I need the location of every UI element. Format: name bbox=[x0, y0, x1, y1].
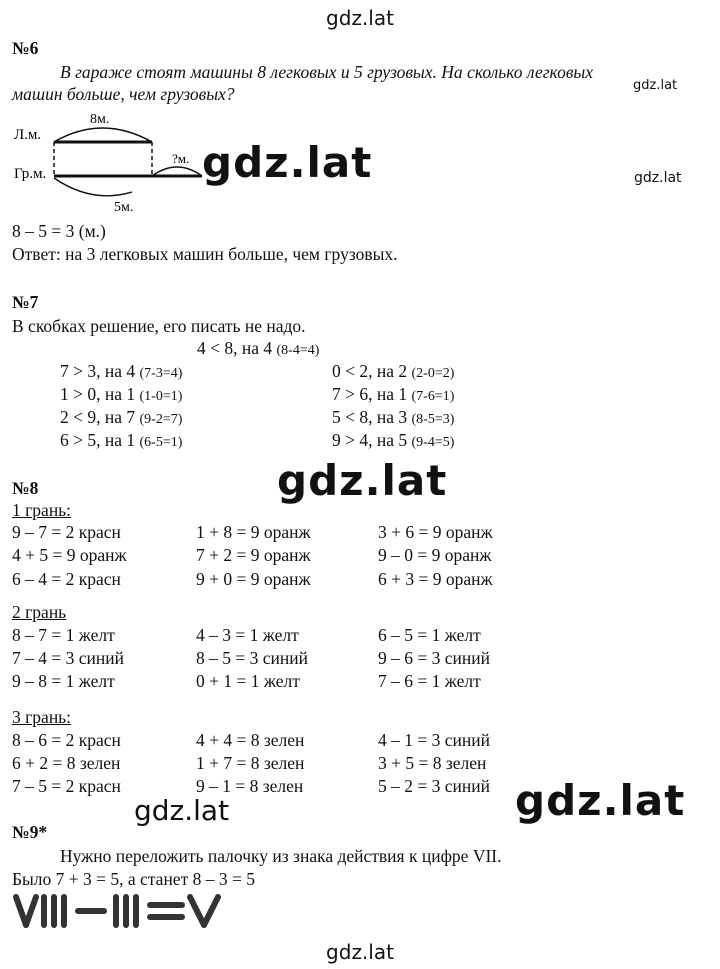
comparison: 2 < 9, на 7 bbox=[60, 407, 136, 427]
equation: 9 – 8 = 1 желт bbox=[12, 671, 115, 691]
comparison: 7 > 3, на 4 bbox=[60, 361, 136, 381]
equation: 8 – 6 = 2 красн bbox=[12, 730, 121, 750]
watermark-bottom: gdz.lat bbox=[326, 940, 394, 964]
equation: 6 – 4 = 2 красн bbox=[12, 569, 121, 589]
equation: 6 + 2 = 8 зелен bbox=[12, 753, 121, 773]
calculation: (7-6=1) bbox=[411, 389, 455, 404]
diagram-bottom-arc bbox=[54, 178, 132, 196]
equation: 9 – 7 = 2 красн bbox=[12, 522, 121, 542]
equation: 7 – 6 = 1 желт bbox=[378, 671, 481, 691]
equation: 4 – 3 = 1 желт bbox=[196, 625, 299, 645]
equation: 9 + 0 = 9 оранж bbox=[196, 569, 311, 589]
calculation: (7-3=4) bbox=[139, 366, 183, 381]
equation: 9 – 1 = 8 зелен bbox=[196, 776, 304, 796]
task6-answer: Ответ: на 3 легковых машин больше, чем грузовых. bbox=[12, 244, 398, 264]
face-2-label: 2 грань bbox=[12, 602, 67, 622]
equation: 4 + 5 = 9 оранж bbox=[12, 545, 127, 565]
task7-left-item bbox=[60, 430, 182, 451]
watermark-medium: gdz.lat bbox=[134, 794, 230, 827]
task7-right-item bbox=[332, 361, 454, 382]
task6-solution: 8 – 5 = 3 (м.) bbox=[12, 221, 106, 241]
equation: 4 + 4 = 8 зелен bbox=[196, 730, 305, 750]
watermark-large-1: gdz.lat bbox=[202, 138, 373, 187]
task7-right-item bbox=[332, 384, 454, 405]
face-1-label: 1 грань: bbox=[12, 500, 72, 520]
comparison: 4 < 8, на 4 bbox=[197, 338, 273, 358]
equation: 3 + 5 = 8 зелен bbox=[378, 753, 487, 773]
task7-title: №7 bbox=[12, 292, 39, 312]
equation: 8 – 5 = 3 синий bbox=[196, 648, 308, 668]
calculation: (1-0=1) bbox=[139, 389, 183, 404]
task6-segment-diagram bbox=[12, 108, 212, 216]
equation: 6 – 5 = 1 желт bbox=[378, 625, 481, 645]
task9-title: №9* bbox=[12, 822, 48, 842]
diagram-label-truck: Гр.м. bbox=[14, 166, 47, 182]
calculation: (6-5=1) bbox=[139, 435, 183, 450]
task7-center-item bbox=[197, 338, 319, 359]
watermark-large-2: gdz.lat bbox=[277, 456, 448, 505]
task8-title: №8 bbox=[12, 478, 39, 498]
comparison: 7 > 6, на 1 bbox=[332, 384, 408, 404]
task6-text-line1: В гараже стоят машины 8 легковых и 5 грузовых. На сколько легковых bbox=[60, 62, 594, 82]
task9-text: Нужно переложить палочку из знака действия к цифре VII. bbox=[60, 846, 502, 866]
diagram-label-bottom: 5м. bbox=[114, 200, 134, 215]
comparison: 9 > 4, на 5 bbox=[332, 430, 408, 450]
task7-note: В скобках решение, его писать не надо. bbox=[12, 316, 306, 336]
watermark-large-3: gdz.lat bbox=[515, 776, 686, 825]
equation: 4 – 1 = 3 синий bbox=[378, 730, 490, 750]
watermark-small-2: gdz.lat bbox=[634, 170, 682, 186]
equation: 7 – 4 = 3 синий bbox=[12, 648, 124, 668]
calculation: (8-4=4) bbox=[276, 343, 320, 358]
matchstick-equation bbox=[12, 893, 230, 931]
watermark-small-1: gdz.lat bbox=[633, 78, 678, 93]
equation: 1 + 8 = 9 оранж bbox=[196, 522, 311, 542]
calculation: (8-5=3) bbox=[411, 412, 455, 427]
comparison: 0 < 2, на 2 bbox=[332, 361, 408, 381]
calculation: (2-0=2) bbox=[411, 366, 455, 381]
diagram-label-question: ?м. bbox=[172, 151, 190, 166]
equation: 5 – 2 = 3 синий bbox=[378, 776, 490, 796]
task9-before-after: Было 7 + 3 = 5, а станет 8 – 3 = 5 bbox=[12, 869, 255, 889]
equation: 6 + 3 = 9 оранж bbox=[378, 569, 493, 589]
task7-left-item bbox=[60, 407, 182, 428]
equation: 3 + 6 = 9 оранж bbox=[378, 522, 493, 542]
comparison: 6 > 5, на 1 bbox=[60, 430, 136, 450]
equation: 1 + 7 = 8 зелен bbox=[196, 753, 305, 773]
diagram-label-top: 8м. bbox=[90, 112, 110, 127]
equation: 7 – 5 = 2 красн bbox=[12, 776, 121, 796]
equation: 9 – 0 = 9 оранж bbox=[378, 545, 492, 565]
face-3-label: 3 грань: bbox=[12, 707, 72, 727]
equation: 8 – 7 = 1 желт bbox=[12, 625, 115, 645]
comparison: 1 > 0, на 1 bbox=[60, 384, 136, 404]
calculation: (9-2=7) bbox=[139, 412, 183, 427]
task7-right-item bbox=[332, 430, 454, 451]
task6-title: №6 bbox=[12, 38, 39, 58]
watermark-top: gdz.lat bbox=[326, 6, 394, 30]
equation: 7 + 2 = 9 оранж bbox=[196, 545, 311, 565]
equation: 9 – 6 = 3 синий bbox=[378, 648, 490, 668]
task7-right-item bbox=[332, 407, 454, 428]
task6-text-line2: машин больше, чем грузовых? bbox=[12, 84, 235, 104]
diagram-label-light: Л.м. bbox=[14, 127, 42, 143]
diagram-top-arc bbox=[54, 128, 152, 142]
comparison: 5 < 8, на 3 bbox=[332, 407, 408, 427]
task7-left-item bbox=[60, 361, 182, 382]
equation: 0 + 1 = 1 желт bbox=[196, 671, 300, 691]
calculation: (9-4=5) bbox=[411, 435, 455, 450]
task7-left-item bbox=[60, 384, 182, 405]
